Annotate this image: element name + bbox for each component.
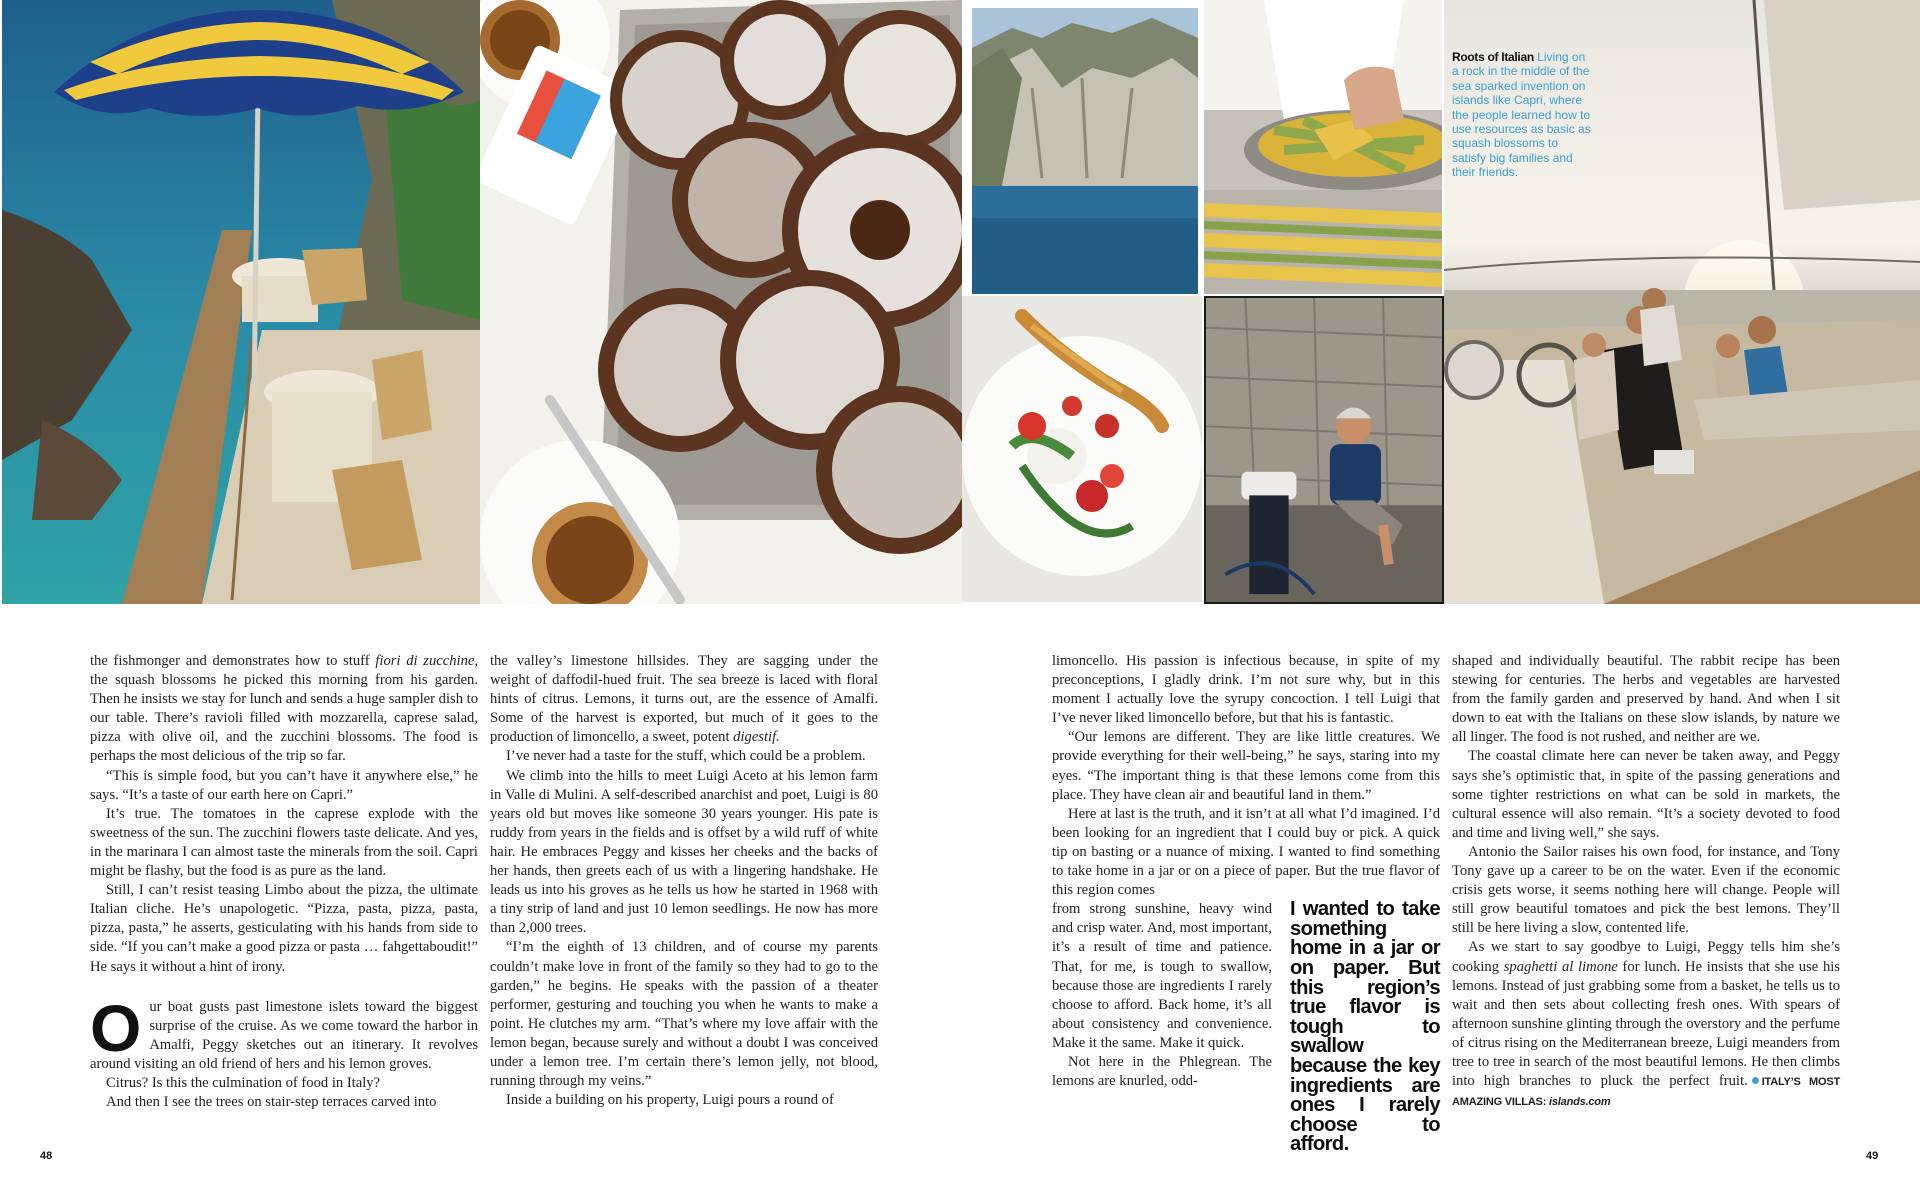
- paragraph: Not here in the Phlegrean. The lemons are knurled, odd-: [1052, 1053, 1272, 1090]
- paragraph: As we start to say goodbye to Luigi, Peggy tells him she’s cooking spaghetti al limone for lunch. He insists that she use his lemons. Instead of just grabbing some from a basket, he tells us to wait and then sets about collecting fresh ones. With spears of afternoon sunshine glinting through the overstory and the perfume of citrus rising on the Mediterranean breeze, Luigi meanders from tree to tree in search of the most beautiful lemons. He then climbs into high branches to pluck the perfect fruit. ITALY’S MOST AMAZING VILLAS: islands.com: [1452, 939, 1840, 1109]
- caprese-plate-photo: [962, 296, 1202, 602]
- paragraph: I’ve never had a taste for the stuff, which could be a problem.: [506, 748, 866, 765]
- paragraph: “I’m the eighth of 13 children, and of course my parents couldn’t make love in front of the family so they had to go to the garden,” he begins. He speaks with the passion of a theater performer, gesturing and touching you when he wants to make a point. He clutches my arm. “That’s where my love affair with the lemon began, because surely and without a doubt I was conceived under a lemon tree. I’m certain there’s lemon jelly, not blood, running through my veins.”: [490, 939, 878, 1090]
- umbrella-terrace-photo: [2, 0, 480, 604]
- photo-caption: [1452, 50, 1592, 180]
- paragraph: Inside a building on his property, Luigi pours a round of: [506, 1092, 834, 1109]
- caption-heading: Roots of Italian: [1452, 50, 1534, 64]
- paragraph: the fishmonger and demonstrates how to stuff fiori di zucchine, the squash blossoms he picked this morning from his garden. Then he insists we stay for lunch and sends a huge sampler dish to our table. There’s ravioli filled with mozzarella, caprese salad, pizza with olive oil, and the zucchini blossoms. The food is perhaps the most delicious of the trip so far.: [90, 653, 478, 765]
- paragraph: Citrus? Is this the culmination of food in Italy?: [106, 1074, 381, 1091]
- paragraph: from strong sunshine, heavy wind and crisp water. And, most important, it’s a result of time and patience. That, for me, is tough to swallow, because those are ingredients I rarely choose to afford. Back home, it’s all about consistency and convenience. Make it the same. Make it quick.: [1052, 901, 1272, 1051]
- end-mark-dot-icon: [1752, 1077, 1759, 1084]
- text-column-2: [490, 652, 878, 1110]
- end-mark: ITALY’S MOST AMAZING VILLAS: islands.com: [1452, 1076, 1840, 1109]
- text-column-4: [1452, 652, 1840, 1112]
- paragraph: shaped and individually beautiful. The rabbit recipe has been stewing for centuries. The herbs and vegetables are harvested from the family garden and preserved by hand. And when I sit down to eat with the Italians on these slow islands, by nature we all linger. The food is not rushed, and neither are we.: [1452, 653, 1840, 746]
- paragraph: “Our lemons are different. They are like little creatures. We provide everything for their well-being,” he says, staring into my eyes. “The important thing is that these lemons come from this place. They have clean air and beautiful land in them.”: [1052, 729, 1440, 803]
- sailor-at-bollard-photo: [1204, 296, 1444, 604]
- paragraph: We climb into the hills to meet Luigi Aceto at his lemon farm in Valle di Mulini. A self-described anarchist and poet, Luigi is 80 years old but moves like someone 30 years younger. His pate is ruddy from years in the fields and is offset by a wild ruff of white hair. He embraces Peggy and kisses her cheeks and the backs of her hands, then greets each of us with a lingering handshake. He leads us into his groves as he tells us how he started in 1968 with a tiny strip of land and just 10 lemon seedlings. He now has more than 2,000 trees.: [490, 767, 878, 937]
- page-number-left: 48: [40, 1150, 53, 1162]
- text-column-1: [90, 652, 478, 1112]
- paragraph: Antonio the Sailor raises his own food, for instance, and Tony Tony gave up a career to be on the water. Even if the economic crisis gets worse, it seems nothing here will change. People will still grow beautiful tomatoes and pick the best lemons. They’ll still be here living a slow, contented life.: [1452, 843, 1840, 937]
- text-beside-pullquote: [1052, 900, 1272, 1155]
- paragraph: It’s true. The tomatoes in the caprese explode with the sweetness of the sun. The zucchini flowers taste delicate. And yes, in the marinara I can almost taste the minerals from the soil. Capri might be flashy, but the food is as pure as the land.: [90, 805, 478, 880]
- end-mark-link[interactable]: islands.com: [1549, 1096, 1611, 1109]
- paragraph: the valley’s limestone hillsides. They are sagging under the weight of daffodil-hued fruit. The sea breeze is laced with floral hints of citrus. Lemons, it turns out, are the essence of Amalfi. Some of the harvest is exported, but much of it goes to the production of limoncello, a sweet, potent digestif.: [490, 653, 878, 746]
- paragraph: And then I see the trees on stair-step terraces carved into: [106, 1094, 437, 1111]
- caption-body: Living on a rock in the middle of the sea sparked invention on islands like Capri, where the people learned how to use resources as basic as squash blossoms to satisfy big families and their friends.: [1452, 50, 1591, 180]
- paragraph: Here at last is the truth, and it isn’t at all what I’d imagined. I’d been looking for an ingredient that I could buy or pick. A quick tip on basting or a nuance of mixing. I wanted to find something to take home in a jar or on a piece of paper. But the true flavor of this region comes: [1052, 805, 1440, 899]
- cakes-and-espresso-photo: [480, 0, 962, 604]
- limestone-cliff-photo: [972, 8, 1198, 294]
- page-number-right: 49: [1866, 1150, 1879, 1162]
- paragraph: Still, I can’t resist teasing Limbo about the pizza, the ultimate Italian cliche. He’s unapologetic. “Pizza, pasta, pizza, pasta, pizza, pasta,” he asserts, gesticulating with his hands from side to side. “If you can’t make a good pizza or pasta … fahgettaboudit!” He says it without a hint of irony.: [90, 882, 478, 975]
- paragraph: “This is simple food, but you can’t have it anywhere else,” he says. “It’s a taste of our earth here on Capri.”: [90, 767, 478, 803]
- pullquote-block: [1052, 900, 1440, 1155]
- paragraph: limoncello. His passion is infectious because, in spite of my preconceptions, I gladly drink. I’m not sure why, but in this moment I actually love the syrupy concoction. I tell Luigi that I’ve never liked limoncello before, but that his is fantastic.: [1052, 653, 1440, 727]
- paragraph: The coastal climate here can never be taken away, and Peggy says she’s optimistic that, in spite of the passing generations and some tighter restrictions on what can be sold in markets, the cultural essence will also remain. “It’s a society devoted to food and time and living well,” she says.: [1452, 748, 1840, 841]
- pull-quote: I wanted to take something home in a jar or on paper. But this region’s true flavor is tough to swallow because the key ingredients are ones I rarely choose to afford.: [1290, 898, 1440, 1156]
- text-column-3: [1052, 652, 1440, 1155]
- section-opening-paragraph: Our boat gusts past limestone islets toward the biggest surprise of the cruise. As we come toward the harbor in Amalfi, Peggy sketches out an itinerary. It revolves around visiting an old friend of hers and his lemon groves.: [90, 990, 478, 1072]
- squash-blossoms-photo: [1204, 0, 1442, 294]
- drop-cap: O: [90, 990, 142, 1065]
